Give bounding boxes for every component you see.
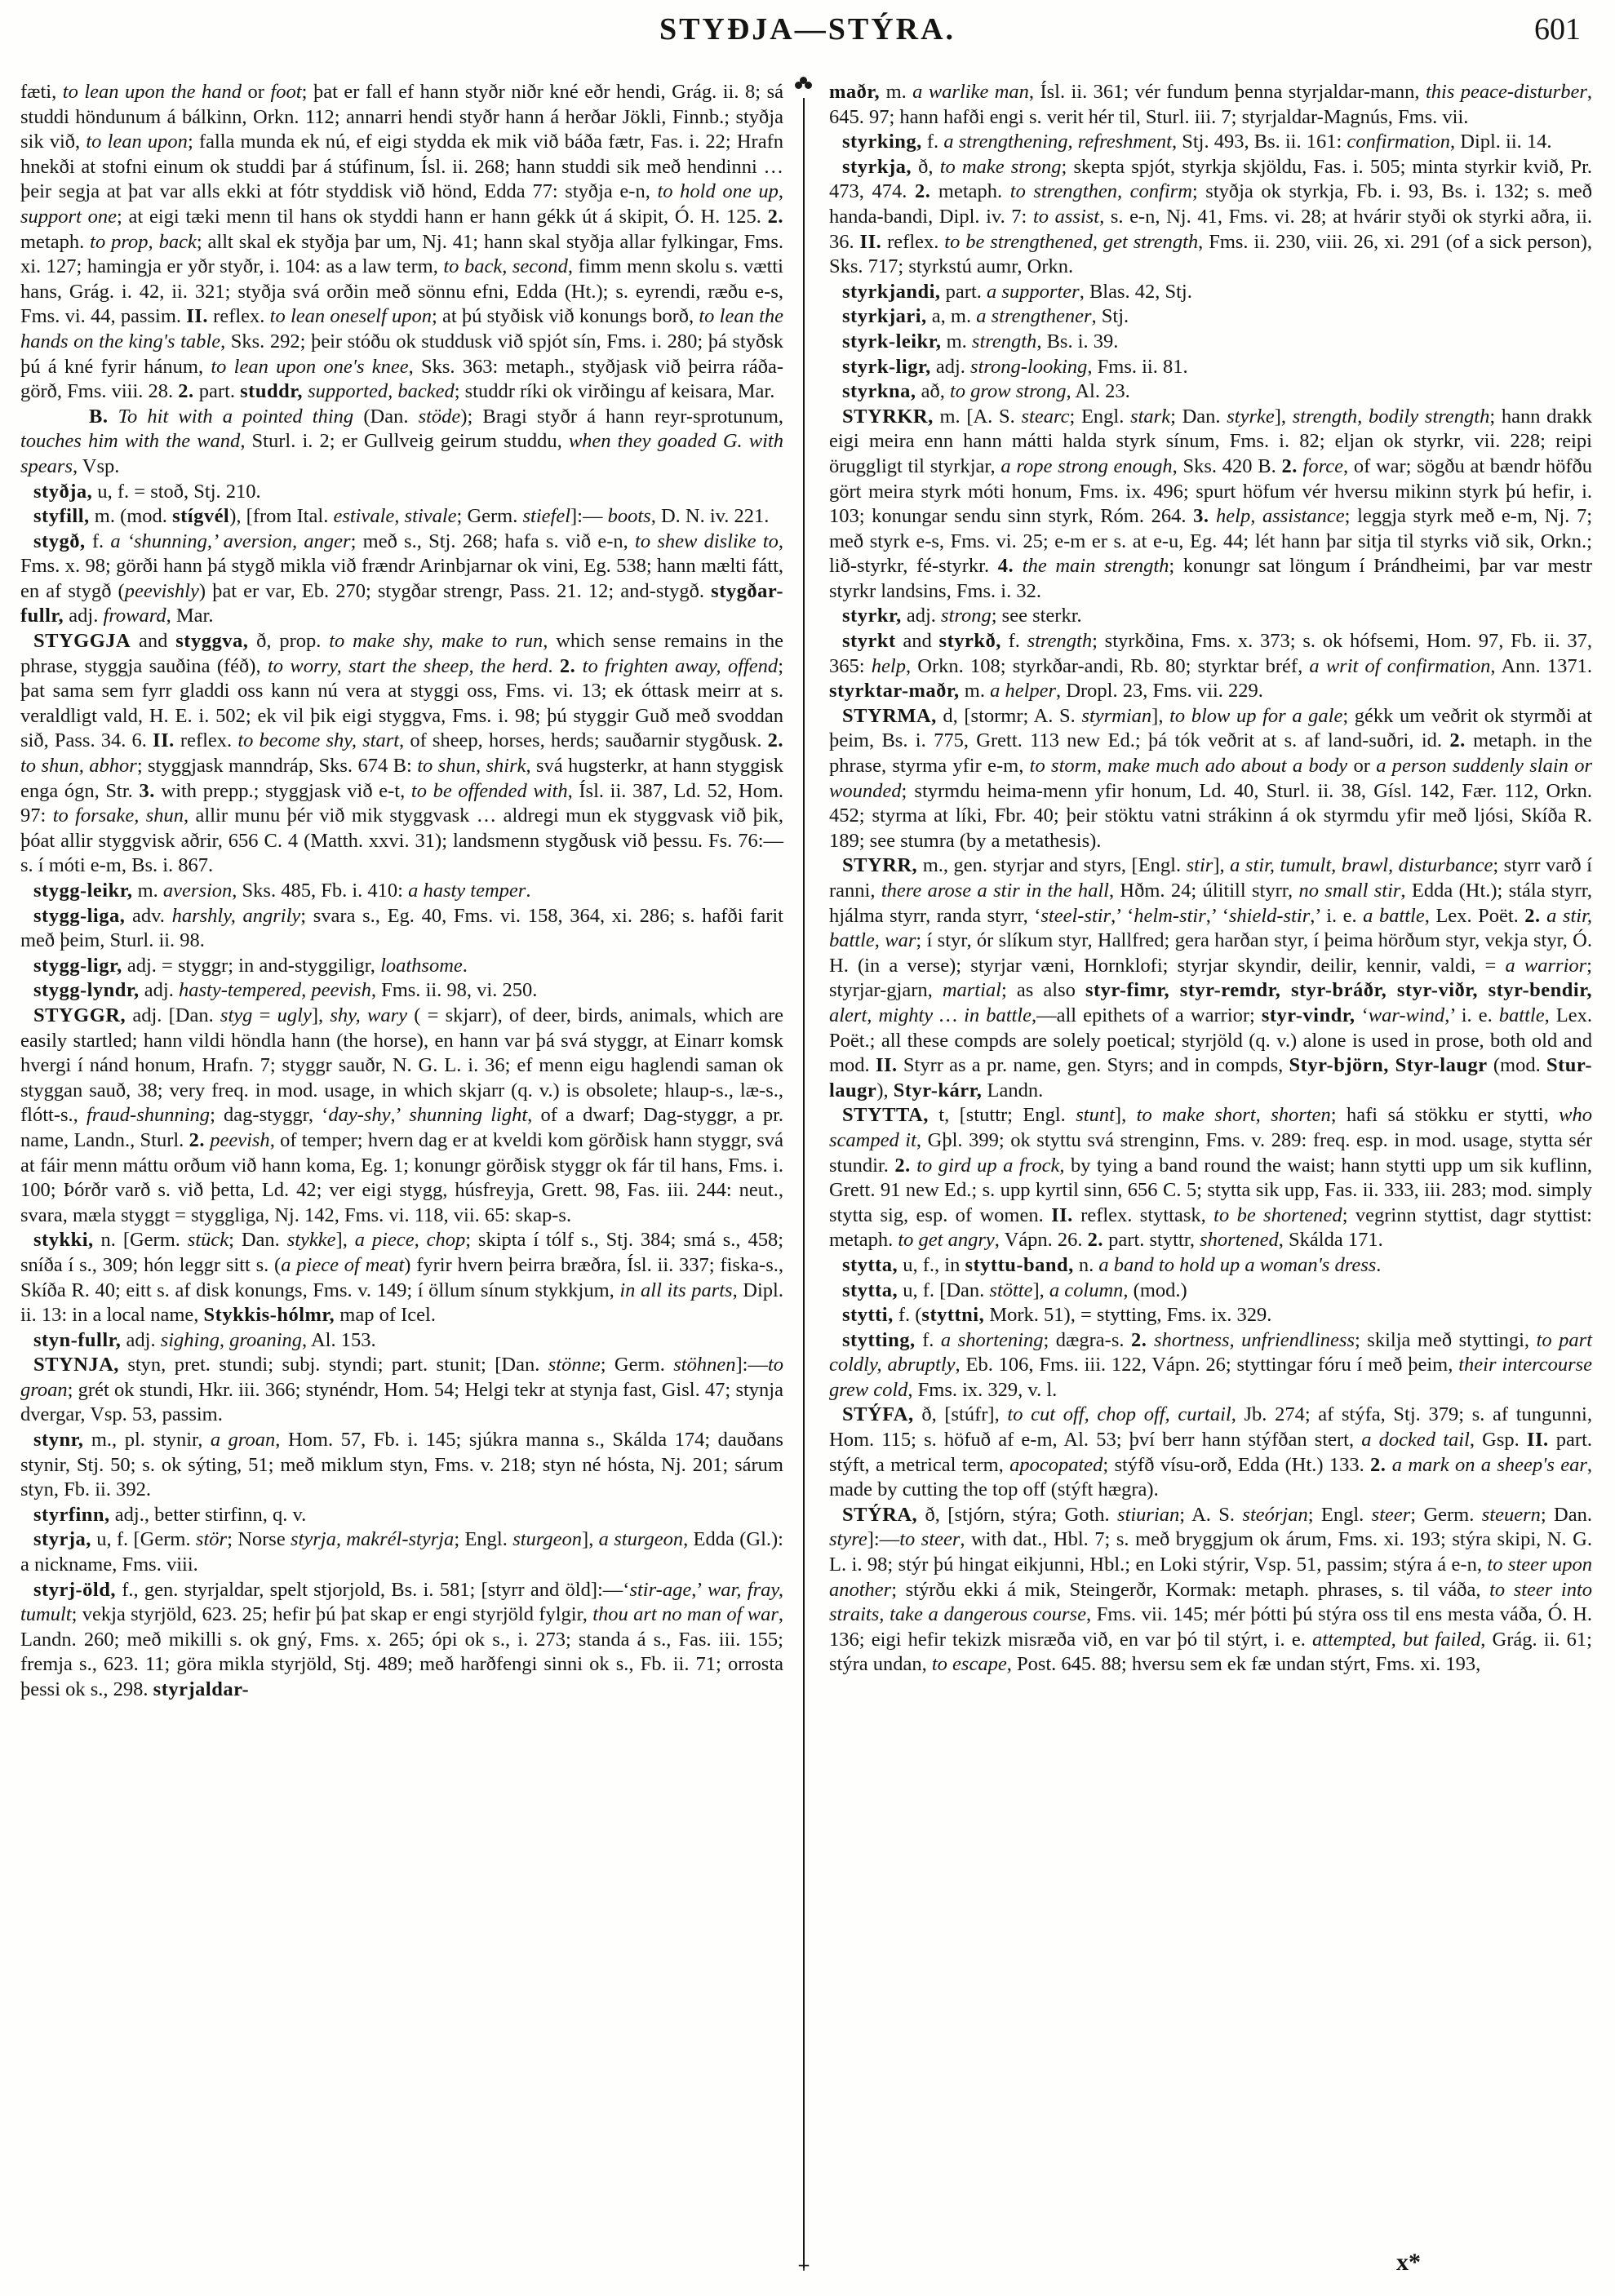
dictionary-paragraph: styn-fullr, adj. sighing, groaning, Al. 153. <box>33 1328 376 1351</box>
dictionary-paragraph: styrking, f. a strengthening, refreshment, Stj. 493, Bs. ii. 161: confirmation, Dipl. ii. 14. <box>842 131 1552 153</box>
dictionary-paragraph: styðja, u, f. = stoð, Stj. 210. <box>33 480 261 503</box>
dictionary-paragraph: styrkjandi, part. a supporter, Blas. 42, Stj. <box>842 280 1192 303</box>
dictionary-paragraph: STYGGJA and styggva, ð, prop. to make shy, make to run, which sense remains in the phrase, styggja sauðina (féð), to worry, start the sheep, the herd. 2. to frighten away, offend; þat sama sem fyrr gladdi oss kann nú vera at styggi oss, Fms. vi. 13; ek óttask meirr at s. veraldligt vald, H. E. i. 502; ek vil þik eigi styggva, Fms. i. 98; þú styggir Guð með svoddan sið, Pass. 34. 6. II. reflex. to become shy, start, of sheep, horses, herds; sauðarnir stygðusk. 2. to shun, abhor; styggjask manndráp, Sks. 674 B: to shun, shirk, svá hugsterkr, at hann styggisk enga ógn, Str. 3. with prepp.; styggjask við e-t, to be offended with, Ísl. ii. 387, Ld. 52, Hom. 97: to forsake, shun, allir munu þér við mik styggvask … aldregi mun ek styggvask við þik, þóat allir styggvisk aðrir, 656 C. 4 (Matth. xxvi. 31); landsmenn stygðusk við þessu. Fs. 76:—s. í móti e-m, Bs. i. 867. <box>20 630 784 877</box>
column-left <box>20 80 783 1703</box>
two-column-text <box>0 67 1615 1703</box>
dictionary-paragraph: STÝFA, ð, [stúfr], to cut off, chop off, curtail, Jb. 274; af stýfa, Stj. 379; s. af tungunni, Hom. 115; s. höfuð af e-m, Al. 53; því berr hann stýfðan stert, a docked tail, Gsp. II. part. stýft, a metrical term, apocopated; stýfð vísu-orð, Edda (Ht.) 133. 2. a mark on a sheep's ear, made by cutting the top off (stýft hægra). <box>829 1403 1593 1501</box>
dictionary-paragraph: styrk-leikr, m. strength, Bs. i. 39. <box>842 330 1119 352</box>
page-title: STYÐJA—STÝRA. <box>659 12 956 47</box>
dictionary-paragraph: stytta, u, f., in styttu-band, n. a band to hold up a woman's dress. <box>842 1253 1382 1276</box>
page-header <box>0 0 1615 67</box>
dictionary-paragraph: styrj-öld, f., gen. styrjaldar, spelt stjorjold, Bs. i. 581; [styrr and öld]:—‘stir-age,’ war, fray, tumult; vekja styrjöld, 623. 25; hefir þú þat skap er engi styrjöld fylgir, thou art no man of war, Landn. 260; með mikilli s. ok gný, Fms. x. 265; ópi ok s., i. 273; standa á s., Fas. iii. 155; fremja s., 623. 11; göra mikla styrjöld, Stj. 489; með harðfengi sinni ok s., Fb. ii. 71; orrosta þessi ok s., 298. styrjaldar- <box>20 1578 783 1700</box>
dictionary-paragraph: stygg-lyndr, adj. hasty-tempered, peevish, Fms. ii. 98, vi. 250. <box>33 979 538 1002</box>
column-right <box>829 80 1592 1703</box>
dictionary-paragraph: styrkja, ð, to make strong; skepta spjót, styrkja skjöldu, Fas. i. 505; minta styrkir kvið, Pr. 473, 474. 2. metaph. to strengthen, confirm; styðja ok styrkja, Fb. i. 93, Bs. i. 132; s. með handa-bandi, Dipl. iv. 7: to assist, s. e-n, Nj. 41, Fms. vi. 28; at hvárir styði ok styrki aðra, ii. 36. II. reflex. to be strengthened, get strength, Fms. ii. 230, viii. 26, xi. 291 (of a sick person), Sks. 717; styrkstú aumr, Orkn. <box>829 155 1593 278</box>
dictionary-paragraph: stytti, f. (styttni, Mork. 51), = stytting, Fms. ix. 329. <box>842 1304 1272 1327</box>
divider-foot-icon: + <box>796 2255 811 2275</box>
dictionary-paragraph: STYNJA, styn, pret. stundi; subj. styndi; part. stunit; [Dan. stönne; Germ. stöhnen]:—to groan; grét ok stundi, Hkr. iii. 366; stynéndr, Hom. 54; Helgi tekr at stynja fast, Gisl. 47; stynja dvergar, Vsp. 53, passim. <box>20 1354 784 1426</box>
dictionary-paragraph: styrja, u, f. [Germ. stör; Norse styrja, makrél-styrja; Engl. sturgeon], a sturgeon, Edda (Gl.): a nickname, Fms. viii. <box>20 1528 783 1576</box>
dictionary-paragraph: stytting, f. a shortening; dægra-s. 2. shortness, unfriendliness; skilja með styttingi, to part coldly, abruptly, Eb. 106, Fms. iii. 122, Vápn. 26; styttingar fóru í með þeim, their intercourse grew cold, Fms. ix. 329, v. l. <box>829 1328 1593 1401</box>
dictionary-paragraph: stygg-leikr, m. aversion, Sks. 485, Fb. i. 410: a hasty temper. <box>33 880 531 902</box>
dictionary-paragraph: STYRMA, d, [stormr; A. S. styrmian], to blow up for a gale; gékk um veðrit ok styrmði at þeim, Bs. i. 775, Grett. 113 new Ed.; þá tók veðrit at s. af land-suðri, id. 2. metaph. in the phrase, styrma yfir e-m, to storm, make much ado about a body or a person suddenly slain or wounded; styrmdu heima-menn yfir honum, Ld. 40, Sturl. ii. 38, Gísl. 142, Fær. 112, Orkn. 452; styrma at líki, Fbr. 40; þeir stöktu vatni strákinn á ok styrmdu yfir með ljósi, Skíða R. 189; see stumra (by a metathesis). <box>829 704 1592 852</box>
dictionary-paragraph: STYTTA, t, [stuttr; Engl. stunt], to make short, shorten; hafi sá stökku er stytti, who scamped it, Gþl. 399; ok styttu svá strenginn, Fms. v. 289: freq. esp. in mod. usage, stytta sér stundir. 2. to gird up a frock, by tying a band round the waist; hann stytti upp um sik kuflinn, Grett. 91 new Ed.; s. upp kyrtil sinn, 656 C. 5; stytta sik upp, Fas. ii. 333, iii. 283; mod. simply stytta sig, esp. of women. II. reflex. styttask, to be shortened; vegrinn styttist, dagr styttist: metaph. to get angry, Vápn. 26. 2. part. styttr, shortened, Skálda 171. <box>829 1104 1592 1252</box>
column-divider-rule <box>796 98 811 2275</box>
dictionary-paragraph: styfill, m. (mod. stígvél), [from Ital. estivale, stivale; Germ. stiefel]:— boots, D. N. iv. 221. <box>33 505 770 528</box>
dictionary-paragraph: styrkna, að, to grow strong, Al. 23. <box>842 380 1130 403</box>
dictionary-paragraph: STYRR, m., gen. styrjar and styrs, [Engl. stir], a stir, tumult, brawl, disturbance; styrr varð í ranni, there arose a stir in the hall, Hðm. 24; úlitill styrr, no small stir, Edda (Ht.); stála styrr, hjálma styrr, randa styrr, ‘steel-stir,’ ‘helm-stir,’ ‘shield-stir,’ i. e. a battle, Lex. Poët. 2. a stir, battle, war; í styr, ór slíkum styr, Hallfred; gera harðan styr, í þeima hörðum styr, vekja styr, Ó. H. (in a verse); styrjar væni, Hornklofi; styrjar skyndir, deilir, kennir, valdi, = a warrior; styrjar-gjarn, martial; as also styr-fimr, styr-remdr, styr-bráðr, styr-viðr, styr-bendir, alert, mighty … in battle,—all epithets of a warrior; styr-vindr, ‘war-wind,’ i. e. battle, Lex. Poët.; all these compds are solely poetical; styrjöld (q. v.) alone is used in prose, both old and mod. II. Styrr as a pr. name, gen. Styrs; and in compds, Styr-björn, Styr-laugr (mod. Stur-laugr), Styr-kárr, Landn. <box>829 854 1593 1101</box>
dictionary-paragraph: styrkjari, a, m. a strengthener, Stj. <box>842 305 1129 328</box>
signature-mark: x* <box>1396 2249 1421 2276</box>
dictionary-paragraph: stygð, f. a ‘shunning,’ aversion, anger; með s., Stj. 268; hafa s. við e-n, to shew dislike to, Fms. x. 98; görði hann þá stygð mikla við frændr Arinbjarnar ok vini, Eg. 538; hann mælti fátt, en af stygð (peevishly) þat er var, Eb. 270; stygðar strengr, Pass. 21. 12; and-stygð. stygðar-fullr, adj. froward, Mar. <box>20 530 783 627</box>
dictionary-paragraph: stynr, m., pl. stynir, a groan, Hom. 57, Fb. i. 145; sjúkra manna s., Skálda 174; dauðans stynir, Stj. 50; s. ok sýting, 51; með miklum styn, Fms. v. 218; styn né hósta, Nj. 201; sárum styn, Fb. ii. 392. <box>20 1429 783 1501</box>
dictionary-paragraph: styrfinn, adj., better stirfinn, q. v. <box>33 1503 307 1526</box>
dictionary-paragraph: maðr, m. a warlike man, Ísl. ii. 361; vér fundum þenna styrjaldar-mann, this peace-disturber, 645. 97; hann hafði engi s. verit hér til, Sturl. iii. 7; styrjaldar-Magnús, Fms. vii. <box>829 81 1593 128</box>
page-number: 601 <box>1534 12 1581 47</box>
dictionary-paragraph: stygg-liga, adv. harshly, angrily; svara s., Eg. 40, Fms. vi. 158, 364, xi. 286; s. hafði farit með þeim, Sturl. ii. 98. <box>20 904 783 952</box>
dictionary-paragraph: STYRKR, m. [A. S. stearc; Engl. stark; Dan. styrke], strength, bodily strength; hann drakk eigi meira enn hann mátti halda styrk sínum, Fms. i. 82; eljan ok styrkr, vii. 228; reipi öruggligt til styrkjar, a rope strong enough, Sks. 420 B. 2. force, of war; sögðu at bændr höfðu gört meira styrk móti honum, Fms. ix. 496; spurt höfum vér hversu mikinn styrk þú hefir, i. 103; konungar sendu sinn styrk, Róm. 264. 3. help, assistance; leggja styrk með e-m, Nj. 7; með styrk e-s, Fms. vi. 25; e-m er s. at e-u, Eg. 44; lét hann þar sitja til styrks við sik, Orkn.; lið-styrkr, fé-styrkr. 4. the main strength; konungr sat löngum í Þrándheimi, þar var mestr styrkr landsins, Fms. i. 32. <box>829 405 1593 602</box>
dictionary-paragraph: styrkr, adj. strong; see sterkr. <box>842 605 1082 627</box>
dictionary-paragraph: stygg-ligr, adj. = styggr; in and-styggiligr, loathsome. <box>33 954 468 977</box>
dictionary-paragraph: styrk-ligr, adj. strong-looking, Fms. ii. 81. <box>842 355 1188 378</box>
dictionary-paragraph: stykki, n. [Germ. stück; Dan. stykke], a piece, chop; skipta í tólf s., Stj. 384; smá s., 458; sníða í s., 309; hón leggr sitt s. (a piece of meat) fyrir hvern þeirra bræðra, Ísl. ii. 337; fiska-s., Skíða R. 40; eitt s. af disk konungs, Fms. v. 149; í öllum sínum stykkjum, in all its parts, Dipl. ii. 13: in a local name, Stykkis-hólmr, map of Icel. <box>20 1229 783 1327</box>
dictionary-paragraph: B. To hit with a pointed thing (Dan. stöde); Bragi styðr á hann reyr-sprotunum, touches him with the wand, Sturl. i. 2; er Gullveig geirum studdu, when they goaded G. with spears, Vsp. <box>20 405 784 477</box>
dictionary-paragraph: stytta, u, f. [Dan. stötte], a column, (mod.) <box>842 1279 1187 1301</box>
dictionary-paragraph: STYGGR, adj. [Dan. styg = ugly], shy, wary ( = skjarr), of deer, birds, animals, which are easily startled; hann vildi höndla hann (the horse), en hann var þá svá styggr, at Einarr komsk hvergi í nánd honum, Hrafn. 7; styggr sauðr, N. G. L. i. 36; ef menn eigu haglendi saman ok styggan sauð, 38; very freq. in mod. usage, in which skjarr (q. v.) is obsolete; hlaup-s., læ-s., flótt-s., fraud-shunning; dag-styggr, ‘day-shy,’ shunning light, of a dwarf; Dag-styggr, a pr. name, Landn., Sturl. 2. peevish, of temper; hvern dag er at kveldi kom görðisk hann styggr, svá at fáir menn máttu orðum við hann koma, Eg. 1; konungr görðisk styggr ok fár til hans, Fms. i. 100; Þórðr varð s. við þetta, Ld. 42; ver eigi stygg, húsfreyja, Grett. 98, Fas. iii. 244: neut., svara, mæla styggt = styggliga, Nj. 142, Fms. vi. 118, vii. 65: skap-s. <box>20 1004 784 1226</box>
dictionary-paragraph: STÝRA, ð, [stjórn, stýra; Goth. stiurian; A. S. steórjan; Engl. steer; Germ. steuern; Dan. styre]:—to steer, with dat., Hbl. 7; s. með bryggjum ok árum, Fms. xi. 193; stýra skipi, N. G. L. i. 98; stýr þú hingat eikjunni, Hbl.; en Loki stýrir, Vsp. 51, passim; stýra á e-n, to steer upon another; stýrðu ekki á mik, Steingerðr, Kormak: metaph. phrases, s. til váða, to steer into straits, take a dangerous course, Fms. vii. 145; mér þótti þú stýra oss til ens mesta váða, Ó. H. 136; eigi hefir tekizk misræða við, en var þó til stýrt, i. e. attempted, but failed, Grág. ii. 61; stýra undan, to escape, Post. 645. 88; hversu sem ek fæ undan stýrt, Fms. xi. 193, <box>829 1503 1593 1676</box>
dictionary-paragraph: styrkt and styrkð, f. strength; styrkðina, Fms. x. 373; s. ok hófsemi, Hom. 97, Fb. ii. 37, 365: help, Orkn. 108; styrkðar-andi, Rb. 80; styrktar bréf, a writ of confirmation, Ann. 1371. styrktar-maðr, m. a helper, Dropl. 23, Fms. vii. 229. <box>829 630 1593 703</box>
trefoil-fleuron-icon <box>799 77 809 86</box>
dictionary-paragraph: fæti, to lean upon the hand or foot; þat er fall ef hann styðr niðr kné eðr hendi, Grág. ii. 8; sá studdi höndunum á bálkinn, Orkn. 112; annarri hendi styðr hann á herðar Jökli, Finnb.; styðja sik við, to lean upon; falla munda ek nú, ef eigi stydda ek mik við báða fætr, Fas. i. 22; Hrafn hnekði at stofni einum ok studdi þar á stúfinum, Ísl. ii. 268; hann studdi sik með hendinni … þeir segja at þat var alls ekki at fótr styddisk við hönd, Edda 77: styðja e-n, to hold one up, support one; at eigi tæki menn til hans ok styddi hann er hann gékk út á skipit, Ó. H. 125. 2. metaph. to prop, back; allt skal ek styðja þar um, Nj. 41; hann skal styðja allar fylkingar, Fms. xi. 127; hamingja er yðr styðr, i. 104: as a law term, to back, second, fimm menn skolu s. vætti hans, Grág. i. 42, ii. 321; styðja svá orðin með sönnu efni, Edda (Ht.); s. eyrendi, ræðu e-s, Fms. vi. 44, passim. II. reflex. to lean oneself upon; at þú styðisk við konungs borð, to lean the hands on the king's table, Sks. 292; þeir stóðu ok studdusk við spjót sín, Fms. i. 280; þá styðsk þú á kné fyrir hánum, to lean upon one's knee, Sks. 363: metaph., styðjask við þeirra ráða-görð, Fms. viii. 28. 2. part. studdr, supported, backed; studdr ríki ok virðingu af keisara, Mar. <box>20 81 783 403</box>
